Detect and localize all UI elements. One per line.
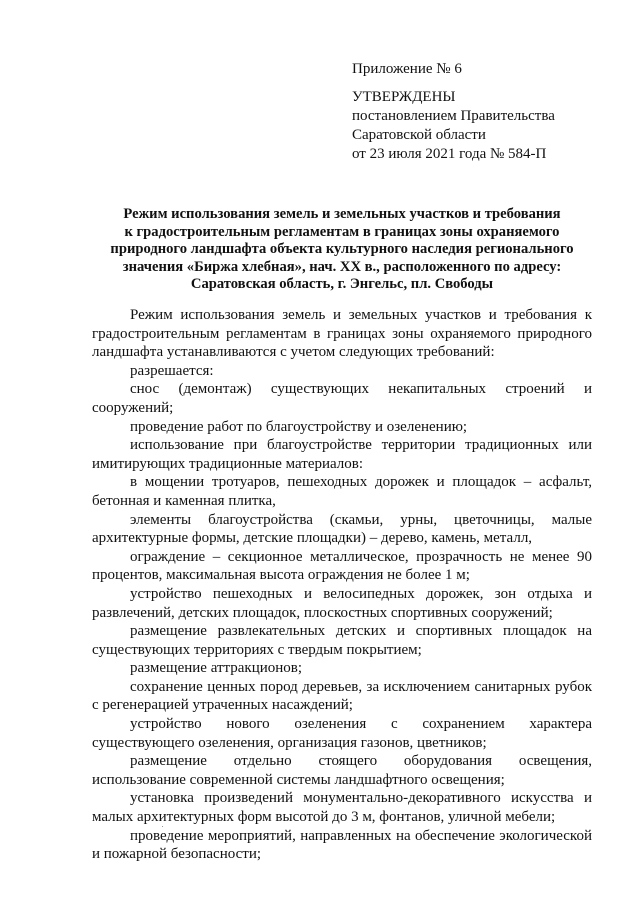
approval-block bbox=[352, 60, 555, 164]
title-line-3: природного ландшафта объекта культурного наследия регионального bbox=[110, 241, 574, 257]
paragraph: проведение мероприятий, направленных на обеспечение экологической и пожарной безопасности; bbox=[92, 827, 592, 863]
paragraph: сохранение ценных пород деревьев, за исключением санитарных рубок с регенерацией утраченных насаждений; bbox=[92, 678, 592, 714]
paragraph: ограждение – секционное металлическое, прозрачность не менее 90 процентов, максимальная высота ограждения не более 1 м; bbox=[92, 548, 592, 584]
paragraph: проведение работ по благоустройству и озеленению; bbox=[130, 418, 468, 435]
paragraph: устройство пешеходных и велосипедных дорожек, зон отдыха и развлечений, детских площадок, плоскостных спортивных сооружений; bbox=[92, 585, 592, 621]
scan-speck bbox=[162, 826, 163, 827]
paragraph: Режим использования земель и земельных участков и требования к градостроительным регламентам в границах зоны охраняемого природного ландшафта устанавливаются с учетом следующих требований: bbox=[92, 307, 592, 361]
document-body bbox=[92, 306, 592, 864]
paragraph: установка произведений монументально-декоративного искусства и малых архитектурных форм высотой до 3 м, фонтанов, уличной мебели; bbox=[92, 790, 592, 826]
paragraph: размещение отдельно стоящего оборудования освещения, использование современной системы ландшафтного освещения; bbox=[92, 753, 592, 788]
paragraph: размещение аттракционов; bbox=[130, 660, 303, 677]
paragraph: разрешается: bbox=[130, 362, 214, 379]
approval-line-3: от 23 июля 2021 года № 584-П bbox=[352, 146, 547, 162]
document-title bbox=[92, 206, 592, 294]
approval-line-2: Саратовской области bbox=[352, 127, 486, 143]
approved-label: УТВЕРЖДЕНЫ bbox=[352, 89, 456, 105]
approval-line-1: постановлением Правительства bbox=[352, 108, 555, 124]
title-line-2: к градостроительным регламентам в границах зоны охраняемого bbox=[124, 223, 560, 240]
appendix-number: Приложение № 6 bbox=[352, 61, 462, 77]
paragraph: устройство нового озеленения с сохранением характера существующего озеленения, организация газонов, цветников; bbox=[92, 716, 592, 751]
paragraph: снос (демонтаж) существующих некапитальных строений и сооружений; bbox=[92, 381, 592, 416]
paragraph: элементы благоустройства (скамьи, урны, цветочницы, малые архитектурные формы, детские площадки) – дерево, камень, металл, bbox=[92, 511, 592, 547]
title-line-5: Саратовская область, г. Энгельс, пл. Свободы bbox=[190, 276, 494, 292]
title-line-1: Режим использования земель и земельных участков и требования bbox=[123, 206, 561, 222]
paragraph: в мощении тротуаров, пешеходных дорожек и площадок – асфальт, бетонная и каменная плитка, bbox=[92, 474, 592, 509]
paragraph: использование при благоустройстве территории традиционных или имитирующих традиционные материалов: bbox=[92, 437, 592, 472]
paragraph: размещение развлекательных детских и спортивных площадок на существующих территориях с твердым покрытием; bbox=[92, 623, 592, 658]
spacer bbox=[352, 79, 555, 88]
title-line-4: значения «Биржа хлебная», нач. XX в., расположенного по адресу: bbox=[122, 258, 562, 275]
